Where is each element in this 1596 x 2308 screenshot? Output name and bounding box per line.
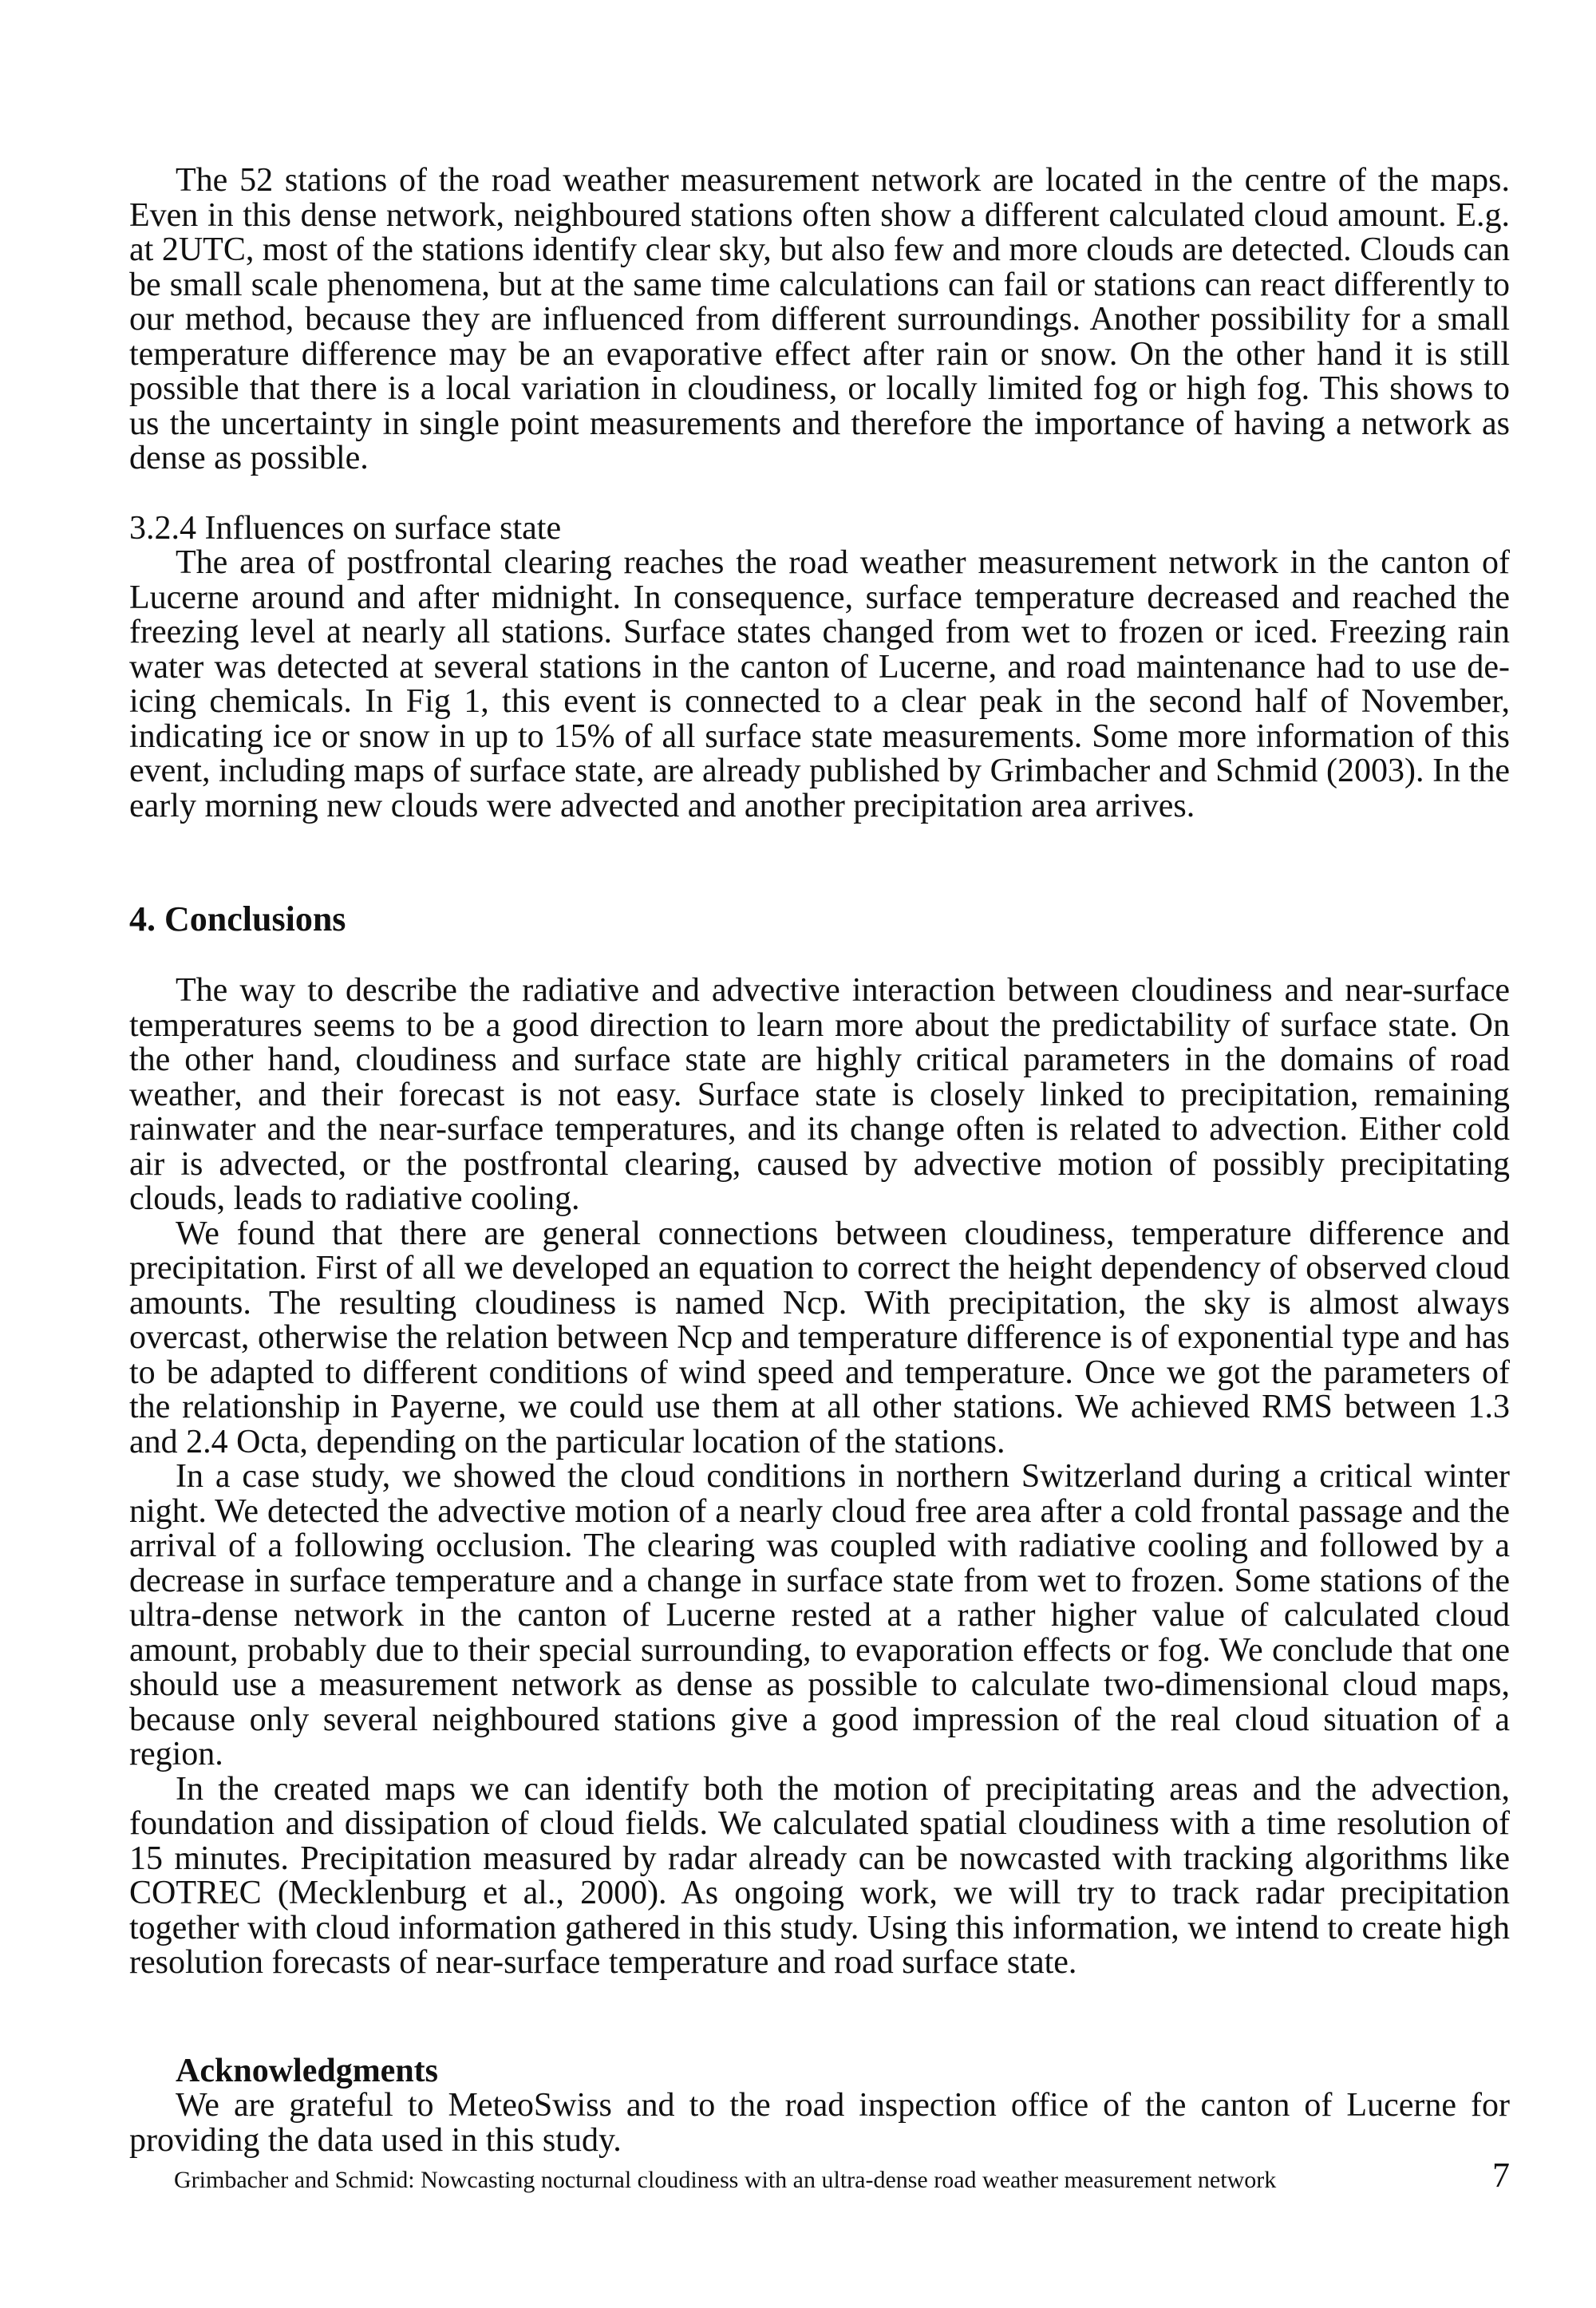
paragraph-conclusions-2: We found that there are general connections between cloudiness, temperature difference and precipitation. First of all we developed an equation to correct the height dependency of observed cloud amounts. The resulting cloudiness is named Ncp. With precipitation, the sky is almost always overcast, otherwise the relation between Ncp and temperature difference is of exponential type and has to be adapted to different conditions of wind speed and temperature. Once we got the parameters of the relationship in Payerne, we could use them at all other stations. We achieved RMS between 1.3 and 2.4 Octa, depending on the particular location of the stations. bbox=[129, 1215, 1510, 1460]
paragraph-conclusions-1: The way to describe the radiative and advective interaction between cloudiness and near-surface temperatures seems to be a good direction to learn more about the predictability of surface state. On the other hand, cloudiness and surface state are highly critical parameters in the domains of road weather, and their forecast is not easy. Surface state is closely linked to precipitation, remaining rainwater and the near-surface temperatures, and its change often is related to advection. Either cold air is advected, or the postfrontal clearing, caused by advective motion of possibly precipitating clouds, leads to radiative cooling. bbox=[129, 972, 1510, 1217]
page-number: 7 bbox=[1492, 2156, 1510, 2195]
page-body bbox=[129, 164, 1510, 2158]
running-title: Grimbacher and Schmid: Nowcasting nocturnal cloudiness with an ultra-dense road weather measurement network bbox=[174, 2167, 1277, 2193]
paragraph-network-stations: The 52 stations of the road weather measurement network are located in the centre of the maps. Even in this dense network, neighboured stations often show a different calculated cloud amount. E.g. at 2UTC, most of the stations identify clear sky, but also few and more clouds are detected. Clouds can be small scale phenomena, but at the same time calculations can fail or stations can react differently to our method, because they are influenced from different surroundings. Another possibility for a small temperature difference may be an evaporative effect after rain or snow. On the other hand it is still possible that there is a local variation in cloudiness, or locally limited fog or high fog. This shows to us the uncertainty in single point measurements and therefore the importance of having a network as dense as possible. bbox=[129, 162, 1510, 476]
subsection-heading: 3.2.4 Influences on surface state bbox=[129, 509, 562, 547]
paragraph-surface-state: The area of postfrontal clearing reaches the road weather measurement network in the canton of Lucerne around and after midnight. In consequence, surface temperature decreased and reached the freezing level at nearly all stations. Surface states changed from wet to frozen or iced. Freezing rain water was detected at several stations in the canton of Lucerne, and road maintenance had to use de-icing chemicals. In Fig 1, this event is connected to a clear peak in the second half of November, indicating ice or snow in up to 15% of all surface state measurements. Some more information of this event, including maps of surface state, are already published by Grimbacher and Schmid (2003). In the early morning new clouds were advected and another precipitation area arrives. bbox=[129, 544, 1510, 824]
section-heading-conclusions: 4. Conclusions bbox=[129, 899, 346, 939]
acknowledgments-text: We are grateful to MeteoSwiss and to the road inspection office of the canton of Lucerne for providing the data used in this study. bbox=[129, 2087, 1510, 2159]
paragraph-conclusions-4: In the created maps we can identify both the motion of precipitating areas and the advection, foundation and dissipation of cloud fields. We calculated spatial cloudiness with a time resolution of 15 minutes. Precipitation measured by radar already can be nowcasted with tracking algorithms like COTREC (Mecklenburg et al., 2000). As ongoing work, we will try to track radar precipitation together with cloud information gathered in this study. Using this information, we intend to create high resolution forecasts of near-surface temperature and road surface state. bbox=[129, 1770, 1510, 1981]
acknowledgments-heading: Acknowledgments bbox=[176, 2052, 439, 2089]
paragraph-conclusions-3: In a case study, we showed the cloud conditions in northern Switzerland during a critical winter night. We detected the advective motion of a nearly cloud free area after a cold frontal passage and the arrival of a following occlusion. The clearing was coupled with radiative cooling and followed by a decrease in surface temperature and a change in surface state from wet to frozen. Some stations of the ultra-dense network in the canton of Lucerne rested at a rather higher value of calculated cloud amount, probably due to their special surrounding, to evaporation effects or fog. We conclude that one should use a measurement network as dense as possible to calculate two-dimensional cloud maps, because only several neighboured stations give a good impression of the real cloud situation of a region. bbox=[129, 1458, 1510, 1772]
